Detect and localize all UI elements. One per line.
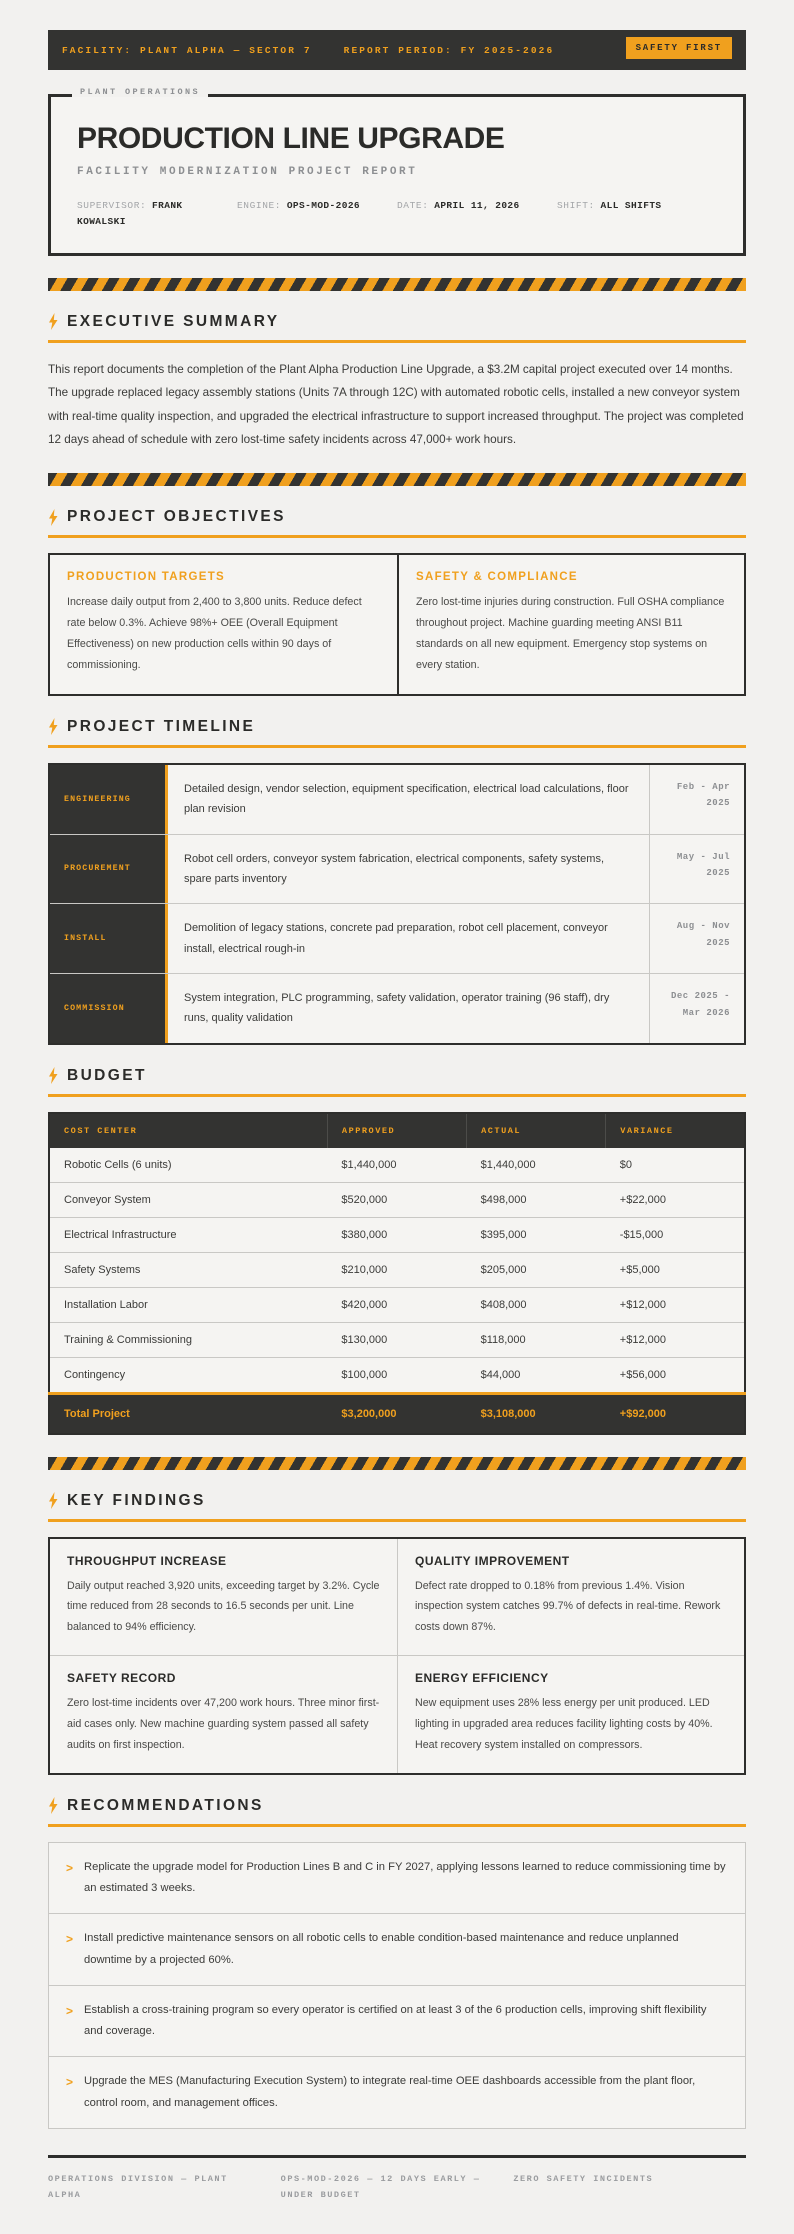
chevron-right-icon: > [66, 1932, 74, 1947]
timeline-date-range: Feb - Apr 2025 [649, 765, 744, 834]
timeline-row [50, 834, 744, 904]
meta-date [397, 198, 557, 231]
budget-cell-name: Conveyor System [49, 1182, 327, 1217]
budget-cell-variance: +$5,000 [606, 1252, 745, 1287]
objectives-card-grid [48, 553, 746, 695]
budget-cell-variance: $0 [606, 1148, 745, 1183]
objectives-title: PROJECT OBJECTIVES [67, 508, 286, 526]
recommendations-title: RECOMMENDATIONS [67, 1796, 264, 1814]
budget-cell-actual: $118,000 [467, 1322, 606, 1357]
budget-cell-actual: $1,440,000 [467, 1148, 606, 1183]
key-findings-row [50, 1655, 744, 1773]
recommendations-heading [48, 1797, 746, 1824]
chevron-right-icon: > [66, 2003, 74, 2018]
objectives-rule [48, 535, 746, 538]
objective-card-body: Zero lost-time injuries during construction. Full OSHA compliance throughout project. Machine guarding meeting ANSI B11 standards on all new equipment. Emergency stop systems on every station. [416, 596, 725, 671]
timeline-description: Demolition of legacy stations, concrete pad preparation, robot cell placement, conveyor install, electrical rough-in [184, 922, 608, 955]
key-findings-heading [48, 1492, 746, 1519]
budget-cell-actual: $395,000 [467, 1217, 606, 1252]
budget-cell-approved: $100,000 [327, 1357, 466, 1393]
section-executive-summary [48, 313, 746, 452]
finding-card-quality-improvement [397, 1539, 744, 1656]
budget-col-cost-center: COST CENTER [49, 1113, 327, 1148]
meta-supervisor-value: FRANK KOWALSKI [77, 199, 183, 228]
lightning-bolt-icon [48, 1492, 58, 1509]
timeline-phase-label: PROCUREMENT [50, 835, 168, 904]
objective-card-title: PRODUCTION TARGETS [67, 571, 225, 584]
document-metadata [77, 198, 717, 231]
key-findings-title: KEY FINDINGS [67, 1491, 206, 1509]
finding-card-body: Defect rate dropped to 0.18% from previous 1.4%. Vision inspection system catches 99.7% of defects in real-time. Rework costs down 87%. [415, 1579, 721, 1634]
budget-cell-name: Safety Systems [49, 1252, 327, 1287]
table-row [49, 1148, 745, 1183]
recommendations-list [48, 1842, 746, 2129]
recommendation-text: Replicate the upgrade model for Production Lines B and C in FY 2027, applying lessons learned to reduce commissioning time by an estimated 3 weeks. [84, 1860, 726, 1894]
page-subtitle: FACILITY MODERNIZATION PROJECT REPORT [77, 165, 418, 178]
meta-shift [557, 198, 717, 231]
recommendation-text: Install predictive maintenance sensors on all robotic cells to enable condition-based maintenance and reduce unplanned downtime by a projected 60%. [84, 1932, 679, 1966]
executive-summary-rule [48, 340, 746, 343]
budget-cell-approved: $420,000 [327, 1287, 466, 1322]
executive-summary-title: EXECUTIVE SUMMARY [67, 312, 280, 330]
timeline-table [48, 763, 746, 1045]
recommendation-text: Upgrade the MES (Manufacturing Execution System) to integrate real-time OEE dashboards accessible from the plant floor, control room, and management offices. [84, 2075, 696, 2109]
budget-cell-actual: $408,000 [467, 1287, 606, 1322]
budget-table-body [49, 1148, 745, 1434]
finding-card-throughput-increase [50, 1539, 397, 1656]
key-findings-grid [48, 1537, 746, 1775]
report-header-banner [48, 30, 746, 70]
section-recommendations [48, 1797, 746, 2129]
finding-card-safety-record [50, 1656, 397, 1773]
meta-date-label: DATE: [397, 199, 429, 211]
table-row [49, 1182, 745, 1217]
lightning-bolt-icon [48, 509, 58, 526]
budget-cell-variance: +$12,000 [606, 1287, 745, 1322]
timeline-date-range: May - Jul 2025 [649, 835, 744, 904]
list-item [49, 1985, 745, 2057]
list-item [49, 1843, 745, 1914]
finding-card-body: Daily output reached 3,920 units, exceeding target by 3.2%. Cycle time reduced from 28 seconds to 16.5 seconds per unit. Line balanced to 94% efficiency. [67, 1579, 380, 1634]
table-row [49, 1252, 745, 1287]
budget-cell-actual: $44,000 [467, 1357, 606, 1393]
finding-card-title: THROUGHPUT INCREASE [67, 1553, 227, 1568]
table-row [49, 1357, 745, 1393]
timeline-phase-label: COMMISSION [50, 974, 168, 1043]
footer-project-status: OPS-MOD-2026 — 12 DAYS EARLY — UNDER BUDGET [280, 2173, 481, 2200]
banner-report-period: REPORT PERIOD: FY 2025-2026 [343, 44, 555, 56]
budget-total-approved: $3,200,000 [327, 1393, 466, 1434]
budget-cell-approved: $130,000 [327, 1322, 466, 1357]
timeline-description: Detailed design, vendor selection, equipment specification, electrical load calculations, floor plan revision [184, 782, 629, 816]
finding-card-title: SAFETY RECORD [67, 1671, 176, 1686]
title-kicker: PLANT OPERATIONS [72, 87, 208, 97]
safety-first-badge: SAFETY FIRST [626, 37, 732, 59]
meta-shift-value: ALL SHIFTS [600, 199, 662, 211]
finding-card-title: QUALITY IMPROVEMENT [415, 1553, 570, 1568]
timeline-date-range: Aug - Nov 2025 [649, 904, 744, 973]
banner-facility: FACILITY: PLANT ALPHA — SECTOR 7 [62, 44, 312, 56]
finding-card-title: ENERGY EFFICIENCY [415, 1671, 549, 1686]
budget-cell-name: Installation Labor [49, 1287, 327, 1322]
timeline-row [50, 903, 744, 973]
budget-total-actual: $3,108,000 [467, 1393, 606, 1434]
meta-engine [237, 198, 397, 231]
executive-summary-heading [48, 313, 746, 340]
budget-col-approved: APPROVED [327, 1113, 466, 1148]
meta-shift-label: SHIFT: [557, 199, 595, 211]
spacer [0, 1775, 794, 1797]
meta-supervisor [77, 198, 237, 231]
timeline-heading [48, 718, 746, 745]
title-block [48, 87, 746, 256]
budget-rule [48, 1094, 746, 1097]
footer-safety-status: ZERO SAFETY INCIDENTS [513, 2173, 654, 2184]
meta-engine-label: ENGINE: [237, 199, 282, 211]
lightning-bolt-icon [48, 313, 58, 330]
chevron-right-icon: > [66, 1860, 74, 1875]
objective-card-body: Increase daily output from 2,400 to 3,800 units. Reduce defect rate below 0.3%. Achieve 98%+ OEE (Overall Equipment Effectiveness) on new production cells within 90 days of commissioning. [67, 596, 362, 671]
footer-division: OPERATIONS DIVISION — PLANT ALPHA [48, 2173, 228, 2200]
executive-summary-body: This report documents the completion of the Plant Alpha Production Line Upgrade, a $3.2M capital project executed over 14 months. The upgrade replaced legacy assembly stations (Units 7A through 12C) with automated robotic cells, installed a new conveyor system with real-time quality inspection, and upgraded the electrical infrastructure to support increased throughput. The project was completed 12 days ahead of schedule with zero lost-time safety incidents across 47,000+ work hours. [48, 362, 744, 446]
meta-supervisor-label: SUPERVISOR: [77, 199, 147, 211]
budget-total-label: Total Project [49, 1393, 327, 1434]
budget-total-variance: +$92,000 [606, 1393, 745, 1434]
key-findings-row [50, 1539, 744, 1656]
budget-cell-approved: $210,000 [327, 1252, 466, 1287]
section-project-timeline [48, 718, 746, 1045]
budget-cell-approved: $380,000 [327, 1217, 466, 1252]
hazard-stripe-divider-1 [48, 278, 746, 291]
finding-card-energy-efficiency [397, 1656, 744, 1773]
objectives-heading [48, 508, 746, 535]
timeline-rule [48, 745, 746, 748]
hazard-stripe-divider-3 [48, 1457, 746, 1470]
timeline-description: Robot cell orders, conveyor system fabrication, electrical components, safety systems, spare parts inventory [184, 852, 605, 885]
footer-divider [48, 2155, 746, 2158]
budget-cell-actual: $205,000 [467, 1252, 606, 1287]
timeline-phase-label: INSTALL [50, 904, 168, 973]
budget-title: BUDGET [67, 1066, 147, 1084]
budget-cell-variance: +$56,000 [606, 1357, 745, 1393]
finding-card-body: New equipment uses 28% less energy per unit produced. LED lighting in upgraded area reduces facility lighting costs by 40%. Heat recovery system installed on compressors. [415, 1697, 713, 1751]
objective-card-production-targets [50, 555, 397, 693]
section-key-findings [48, 1492, 746, 1775]
lightning-bolt-icon [48, 718, 58, 735]
budget-cell-approved: $520,000 [327, 1182, 466, 1217]
budget-cell-actual: $498,000 [467, 1182, 606, 1217]
lightning-bolt-icon [48, 1797, 58, 1814]
timeline-row [50, 765, 744, 834]
section-budget [48, 1067, 746, 1435]
table-row [49, 1217, 745, 1252]
budget-total-row [49, 1393, 745, 1434]
report-footer [48, 2172, 746, 2204]
spacer [0, 696, 794, 718]
timeline-title: PROJECT TIMELINE [67, 717, 256, 735]
budget-table [48, 1112, 746, 1435]
timeline-description: System integration, PLC programming, safety validation, operator training (96 staff), dry runs, quality validation [184, 991, 610, 1025]
budget-cell-variance: -$15,000 [606, 1217, 745, 1252]
budget-cell-name: Contingency [49, 1357, 327, 1393]
budget-table-head [49, 1113, 745, 1148]
table-row [49, 1322, 745, 1357]
hazard-stripe-divider-2 [48, 473, 746, 486]
section-project-objectives [48, 508, 746, 695]
budget-col-actual: ACTUAL [467, 1113, 606, 1148]
budget-heading [48, 1067, 746, 1094]
timeline-row [50, 973, 744, 1043]
meta-date-value: APRIL 11, 2026 [434, 199, 520, 211]
budget-header-row [49, 1113, 745, 1148]
budget-cell-variance: +$12,000 [606, 1322, 745, 1357]
objective-card-title: SAFETY & COMPLIANCE [416, 571, 578, 584]
budget-cell-name: Electrical Infrastructure [49, 1217, 327, 1252]
budget-cell-name: Training & Commissioning [49, 1322, 327, 1357]
spacer [0, 1045, 794, 1067]
timeline-phase-label: ENGINEERING [50, 765, 168, 834]
timeline-date-range: Dec 2025 - Mar 2026 [649, 974, 744, 1043]
recommendation-text: Establish a cross-training program so every operator is certified on at least 3 of the 6 production cells, improving shift flexibility and coverage. [84, 2003, 707, 2038]
key-findings-rule [48, 1519, 746, 1522]
page-title: PRODUCTION LINE UPGRADE [77, 122, 505, 155]
meta-engine-value: OPS-MOD-2026 [286, 199, 361, 211]
budget-cell-approved: $1,440,000 [327, 1148, 466, 1183]
lightning-bolt-icon [48, 1067, 58, 1084]
list-item [49, 1913, 745, 1985]
table-row [49, 1287, 745, 1322]
finding-card-body: Zero lost-time incidents over 47,200 work hours. Three minor first-aid cases only. New machine guarding system passed all safety audits on first inspection. [67, 1697, 380, 1751]
chevron-right-icon: > [66, 2075, 74, 2090]
report-page [0, 30, 794, 2234]
recommendations-rule [48, 1824, 746, 1827]
list-item [49, 2056, 745, 2128]
objective-card-safety-compliance [397, 555, 744, 693]
budget-cell-name: Robotic Cells (6 units) [49, 1148, 327, 1183]
budget-cell-variance: +$22,000 [606, 1182, 745, 1217]
budget-col-variance: VARIANCE [606, 1113, 745, 1148]
